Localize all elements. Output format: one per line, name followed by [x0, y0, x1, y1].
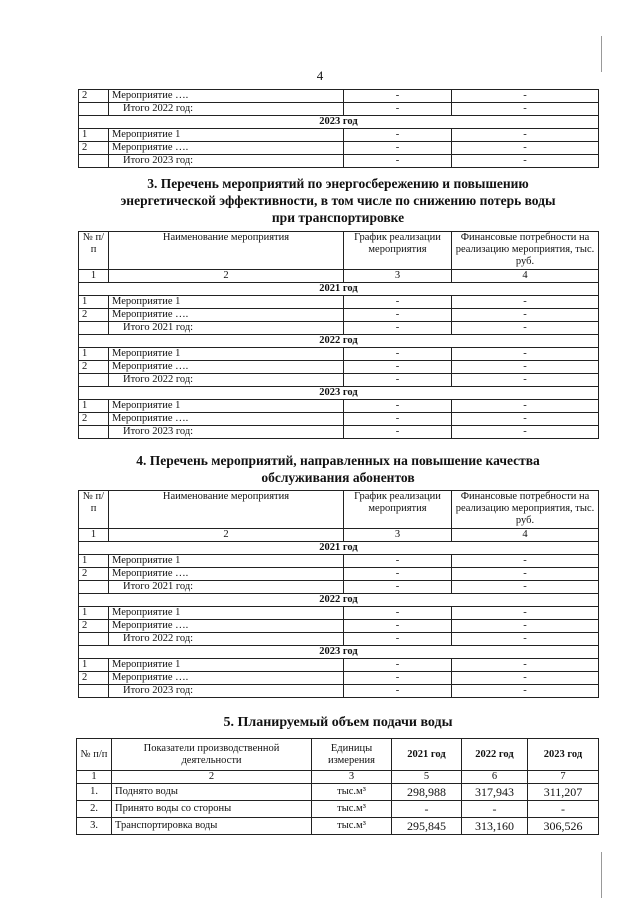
section-3-title: 3. Перечень мероприятий по энергосбережению и повышению энергетической эффективности, в том числе по снижению потерь воды при транспортировке [120, 176, 556, 225]
value-2021: - [392, 801, 462, 818]
header-year-2023: 2023 год [528, 739, 599, 771]
page-number: 4 [316, 68, 324, 83]
table-row [79, 309, 599, 322]
measure-name: Мероприятие …. [109, 142, 344, 155]
column-number: 3 [344, 529, 452, 542]
row-number [79, 633, 109, 646]
finance-value: - [452, 581, 599, 594]
indicator-name: Поднято воды [112, 784, 312, 801]
header-schedule: График реализации мероприятия [344, 232, 452, 270]
finance-value: - [452, 672, 599, 685]
row-number: 2. [77, 801, 112, 818]
schedule-value: - [344, 296, 452, 309]
schedule-value: - [344, 685, 452, 698]
finance-value: - [452, 568, 599, 581]
header-number: № п/п [79, 232, 109, 270]
table-row [79, 685, 599, 698]
section-4-title: 4. Перечень мероприятий, направленных на повышение качества обслуживания абонентов [136, 453, 540, 485]
value-2023: 306,526 [528, 818, 599, 835]
table-row [79, 400, 599, 413]
row-number: 2 [79, 361, 109, 374]
header-measure-name: Наименование мероприятия [109, 232, 344, 270]
schedule-value: - [344, 672, 452, 685]
table-row [79, 142, 599, 155]
finance-value: - [452, 322, 599, 335]
indicator-name: Принято воды со стороны [112, 801, 312, 818]
table-row [79, 90, 599, 103]
row-number [79, 155, 109, 168]
column-number: 2 [112, 771, 312, 784]
total-label: Итого 2022 год: [109, 633, 344, 646]
year-label: 2022 год [79, 594, 599, 607]
scan-edge-mark [601, 852, 602, 898]
schedule-value: - [344, 633, 452, 646]
total-label: Итого 2022 год: [109, 103, 344, 116]
measure-name: Мероприятие …. [109, 309, 344, 322]
total-label: Итого 2023 год: [109, 426, 344, 439]
table-row [79, 129, 599, 142]
header-row [79, 232, 599, 270]
header-row [77, 739, 599, 771]
schedule-value: - [344, 155, 452, 168]
year-label: 2022 год [79, 335, 599, 348]
column-number: 7 [528, 771, 599, 784]
row-number: 2 [79, 90, 109, 103]
year-row [79, 283, 599, 296]
schedule-value: - [344, 103, 452, 116]
row-number: 2 [79, 142, 109, 155]
row-number [79, 426, 109, 439]
column-number: 3 [312, 771, 392, 784]
schedule-value: - [344, 129, 452, 142]
column-number-row [77, 771, 599, 784]
schedule-value: - [344, 426, 452, 439]
column-number: 4 [452, 270, 599, 283]
column-number-row [79, 270, 599, 283]
column-number: 6 [462, 771, 528, 784]
column-number: 3 [344, 270, 452, 283]
table-row [79, 620, 599, 633]
year-label: 2023 год [79, 387, 599, 400]
schedule-value: - [344, 322, 452, 335]
row-number [79, 685, 109, 698]
table-row [79, 633, 599, 646]
row-number [79, 374, 109, 387]
row-number: 3. [77, 818, 112, 835]
finance-value: - [452, 155, 599, 168]
header-indicator: Показатели производственной деятельности [112, 739, 312, 771]
year-label: 2023 год [79, 116, 599, 129]
schedule-value: - [344, 348, 452, 361]
column-number: 1 [79, 270, 109, 283]
header-number: № п/п [79, 491, 109, 529]
column-number: 1 [79, 529, 109, 542]
finance-value: - [452, 607, 599, 620]
unit: тыс.м³ [312, 784, 392, 801]
schedule-value: - [344, 607, 452, 620]
row-number: 2 [79, 568, 109, 581]
table-row [77, 801, 599, 818]
year-label: 2021 год [79, 283, 599, 296]
row-number: 1 [79, 296, 109, 309]
row-number [79, 103, 109, 116]
measure-name: Мероприятие …. [109, 90, 344, 103]
row-number: 2 [79, 620, 109, 633]
column-number: 2 [109, 270, 344, 283]
schedule-value: - [344, 659, 452, 672]
column-number-row [79, 529, 599, 542]
row-number [79, 322, 109, 335]
table-row [79, 426, 599, 439]
table-row [79, 361, 599, 374]
finance-value: - [452, 309, 599, 322]
year-label: 2023 год [79, 646, 599, 659]
table-row [77, 818, 599, 835]
unit: тыс.м³ [312, 801, 392, 818]
table-row [79, 607, 599, 620]
schedule-value: - [344, 400, 452, 413]
row-number: 1 [79, 607, 109, 620]
schedule-value: - [344, 581, 452, 594]
year-row [79, 335, 599, 348]
total-label: Итого 2023 год: [109, 155, 344, 168]
table-row [79, 581, 599, 594]
finance-value: - [452, 555, 599, 568]
measure-name: Мероприятие …. [109, 361, 344, 374]
measure-name: Мероприятие 1 [109, 555, 344, 568]
finance-value: - [452, 685, 599, 698]
schedule-value: - [344, 620, 452, 633]
header-unit: Единицы измерения [312, 739, 392, 771]
total-label: Итого 2021 год: [109, 322, 344, 335]
column-number: 1 [77, 771, 112, 784]
finance-value: - [452, 633, 599, 646]
table-row [79, 672, 599, 685]
schedule-value: - [344, 568, 452, 581]
header-year-2021: 2021 год [392, 739, 462, 771]
year-row [79, 594, 599, 607]
year-row [79, 542, 599, 555]
measure-name: Мероприятие 1 [109, 129, 344, 142]
measure-name: Мероприятие …. [109, 672, 344, 685]
header-finance: Финансовые потребности на реализацию мероприятия, тыс. руб. [452, 232, 599, 270]
row-number: 2 [79, 309, 109, 322]
table-row [79, 413, 599, 426]
schedule-value: - [344, 90, 452, 103]
finance-value: - [452, 348, 599, 361]
year-label: 2021 год [79, 542, 599, 555]
finance-value: - [452, 296, 599, 309]
value-2021: 295,845 [392, 818, 462, 835]
section-5-title: 5. Планируемый объем подачи воды [223, 715, 453, 730]
header-finance: Финансовые потребности на реализацию мероприятия, тыс. руб. [452, 491, 599, 529]
header-schedule: График реализации мероприятия [344, 491, 452, 529]
column-number: 2 [109, 529, 344, 542]
finance-value: - [452, 142, 599, 155]
total-label: Итого 2021 год: [109, 581, 344, 594]
measure-name: Мероприятие 1 [109, 400, 344, 413]
value-2022: - [462, 801, 528, 818]
table-row [79, 296, 599, 309]
table-row [79, 568, 599, 581]
table-row [79, 374, 599, 387]
schedule-value: - [344, 142, 452, 155]
schedule-value: - [344, 555, 452, 568]
value-2022: 317,943 [462, 784, 528, 801]
column-number: 5 [392, 771, 462, 784]
finance-value: - [452, 659, 599, 672]
row-number: 2 [79, 413, 109, 426]
row-number: 1 [79, 555, 109, 568]
row-number: 1 [79, 659, 109, 672]
schedule-value: - [344, 374, 452, 387]
total-label: Итого 2022 год: [109, 374, 344, 387]
measure-name: Мероприятие 1 [109, 659, 344, 672]
value-2023: - [528, 801, 599, 818]
table-row [79, 103, 599, 116]
value-2021: 298,988 [392, 784, 462, 801]
table-row [79, 348, 599, 361]
table-row [79, 555, 599, 568]
measure-name: Мероприятие 1 [109, 607, 344, 620]
finance-value: - [452, 90, 599, 103]
section-4-table [78, 490, 599, 698]
measure-name: Мероприятие …. [109, 620, 344, 633]
total-label: Итого 2023 год: [109, 685, 344, 698]
value-2023: 311,207 [528, 784, 599, 801]
measure-name: Мероприятие …. [109, 413, 344, 426]
row-number: 1 [79, 129, 109, 142]
table-row [77, 784, 599, 801]
header-measure-name: Наименование мероприятия [109, 491, 344, 529]
finance-value: - [452, 103, 599, 116]
finance-value: - [452, 426, 599, 439]
schedule-value: - [344, 309, 452, 322]
year-row [79, 387, 599, 400]
unit: тыс.м³ [312, 818, 392, 835]
measure-name: Мероприятие 1 [109, 296, 344, 309]
row-number [79, 581, 109, 594]
finance-value: - [452, 413, 599, 426]
finance-value: - [452, 129, 599, 142]
column-number: 4 [452, 529, 599, 542]
row-number: 1. [77, 784, 112, 801]
schedule-value: - [344, 413, 452, 426]
row-number: 1 [79, 348, 109, 361]
scan-edge-mark [601, 36, 602, 72]
finance-value: - [452, 361, 599, 374]
row-number: 1 [79, 400, 109, 413]
table-row [79, 659, 599, 672]
year-row [79, 116, 599, 129]
row-number: 2 [79, 672, 109, 685]
table-row [79, 322, 599, 335]
header-number: № п/п [77, 739, 112, 771]
header-row [79, 491, 599, 529]
measure-name: Мероприятие …. [109, 568, 344, 581]
finance-value: - [452, 374, 599, 387]
table-row [79, 155, 599, 168]
value-2022: 313,160 [462, 818, 528, 835]
continuation-table [78, 89, 599, 168]
water-supply-table [76, 738, 599, 835]
measure-name: Мероприятие 1 [109, 348, 344, 361]
section-3-table [78, 231, 599, 439]
header-year-2022: 2022 год [462, 739, 528, 771]
year-row [79, 646, 599, 659]
indicator-name: Транспортировка воды [112, 818, 312, 835]
finance-value: - [452, 620, 599, 633]
finance-value: - [452, 400, 599, 413]
schedule-value: - [344, 361, 452, 374]
